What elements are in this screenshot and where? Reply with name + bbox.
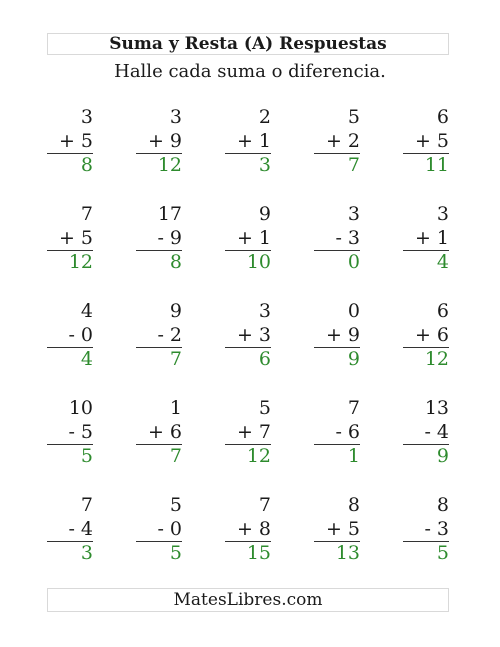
problem-top-number: 0 <box>347 300 360 322</box>
problem-operand: + 5 <box>58 227 93 249</box>
problem-operand: + 1 <box>414 227 449 249</box>
worksheet-title: Suma y Resta (A) Respuestas <box>47 33 449 55</box>
problem <box>225 106 271 198</box>
problem <box>403 106 449 198</box>
problem-row <box>47 300 450 396</box>
problem-answer: 8 <box>80 154 93 176</box>
problem <box>225 300 271 392</box>
problem-answer: 11 <box>424 154 449 176</box>
problem-top-number: 5 <box>169 494 182 516</box>
problem-answer: 0 <box>347 251 360 273</box>
problem-answer: 10 <box>246 251 271 273</box>
problem-row <box>47 397 450 493</box>
problem-top-number: 7 <box>347 397 360 419</box>
problem-top-number: 7 <box>80 203 93 225</box>
problem-operand: + 1 <box>236 227 271 249</box>
problem <box>314 494 360 586</box>
problem-answer: 3 <box>80 542 93 564</box>
problem-operand: + 3 <box>236 324 271 346</box>
problem-top-number: 4 <box>80 300 93 322</box>
problem-answer: 4 <box>80 348 93 370</box>
problem <box>314 203 360 295</box>
problem-answer: 7 <box>169 348 182 370</box>
problem-answer: 4 <box>436 251 449 273</box>
problem <box>403 494 449 586</box>
problem-operand: + 5 <box>58 130 93 152</box>
problem-top-number: 3 <box>258 300 271 322</box>
problem-operand: + 2 <box>325 130 360 152</box>
problem <box>136 494 182 586</box>
problem-answer: 9 <box>347 348 360 370</box>
problem-top-number: 3 <box>80 106 93 128</box>
problem-operand: - 2 <box>157 324 182 346</box>
problem-operand: - 3 <box>424 518 449 540</box>
problem-operand: - 0 <box>157 518 182 540</box>
problem-grid <box>47 106 450 581</box>
problem <box>47 300 93 392</box>
problem-operand: - 4 <box>424 421 449 443</box>
problem-top-number: 2 <box>258 106 271 128</box>
problem-answer: 12 <box>424 348 449 370</box>
problem-answer: 12 <box>157 154 182 176</box>
problem-answer: 15 <box>246 542 271 564</box>
problem <box>47 106 93 198</box>
problem <box>314 300 360 392</box>
problem <box>403 203 449 295</box>
problem-top-number: 5 <box>258 397 271 419</box>
problem-top-number: 3 <box>436 203 449 225</box>
problem-operand: + 1 <box>236 130 271 152</box>
problem-answer: 6 <box>258 348 271 370</box>
problem-operand: + 6 <box>414 324 449 346</box>
problem-answer: 1 <box>347 445 360 467</box>
problem-operand: + 5 <box>414 130 449 152</box>
problem-row <box>47 106 450 202</box>
problem-top-number: 7 <box>80 494 93 516</box>
problem-answer: 7 <box>169 445 182 467</box>
problem <box>225 203 271 295</box>
problem <box>47 203 93 295</box>
problem-top-number: 3 <box>347 203 360 225</box>
problem-top-number: 6 <box>436 300 449 322</box>
problem-answer: 3 <box>258 154 271 176</box>
problem-answer: 13 <box>335 542 360 564</box>
problem-top-number: 3 <box>169 106 182 128</box>
problem <box>314 397 360 489</box>
problem <box>136 397 182 489</box>
problem-operand: + 6 <box>147 421 182 443</box>
problem-answer: 5 <box>436 542 449 564</box>
problem-top-number: 17 <box>157 203 182 225</box>
problem-operand: - 3 <box>335 227 360 249</box>
instruction-text: Halle cada suma o diferencia. <box>114 61 386 82</box>
problem-operand: + 9 <box>325 324 360 346</box>
problem-operand: + 5 <box>325 518 360 540</box>
problem-row <box>47 203 450 299</box>
problem <box>47 494 93 586</box>
problem-top-number: 8 <box>347 494 360 516</box>
problem-answer: 12 <box>68 251 93 273</box>
problem-top-number: 6 <box>436 106 449 128</box>
problem-operand: - 5 <box>68 421 93 443</box>
problem-answer: 5 <box>80 445 93 467</box>
footer-site-name: MatesLibres.com <box>47 588 449 612</box>
problem <box>403 300 449 392</box>
problem <box>47 397 93 489</box>
problem-top-number: 9 <box>258 203 271 225</box>
problem <box>225 397 271 489</box>
problem-answer: 8 <box>169 251 182 273</box>
problem-operand: - 4 <box>68 518 93 540</box>
problem-answer: 12 <box>246 445 271 467</box>
problem-answer: 5 <box>169 542 182 564</box>
problem-top-number: 1 <box>169 397 182 419</box>
problem-operand: - 9 <box>157 227 182 249</box>
problem-top-number: 9 <box>169 300 182 322</box>
problem-answer: 9 <box>436 445 449 467</box>
problem-top-number: 8 <box>436 494 449 516</box>
problem <box>314 106 360 198</box>
problem-operand: - 0 <box>68 324 93 346</box>
problem-top-number: 10 <box>68 397 93 419</box>
problem-operand: + 8 <box>236 518 271 540</box>
problem <box>136 203 182 295</box>
problem-operand: - 6 <box>335 421 360 443</box>
problem-top-number: 7 <box>258 494 271 516</box>
problem-top-number: 5 <box>347 106 360 128</box>
problem <box>136 300 182 392</box>
problem-operand: + 7 <box>236 421 271 443</box>
problem <box>403 397 449 489</box>
problem <box>225 494 271 586</box>
problem-answer: 7 <box>347 154 360 176</box>
problem-top-number: 13 <box>424 397 449 419</box>
problem <box>136 106 182 198</box>
problem-operand: + 9 <box>147 130 182 152</box>
problem-row <box>47 494 450 590</box>
